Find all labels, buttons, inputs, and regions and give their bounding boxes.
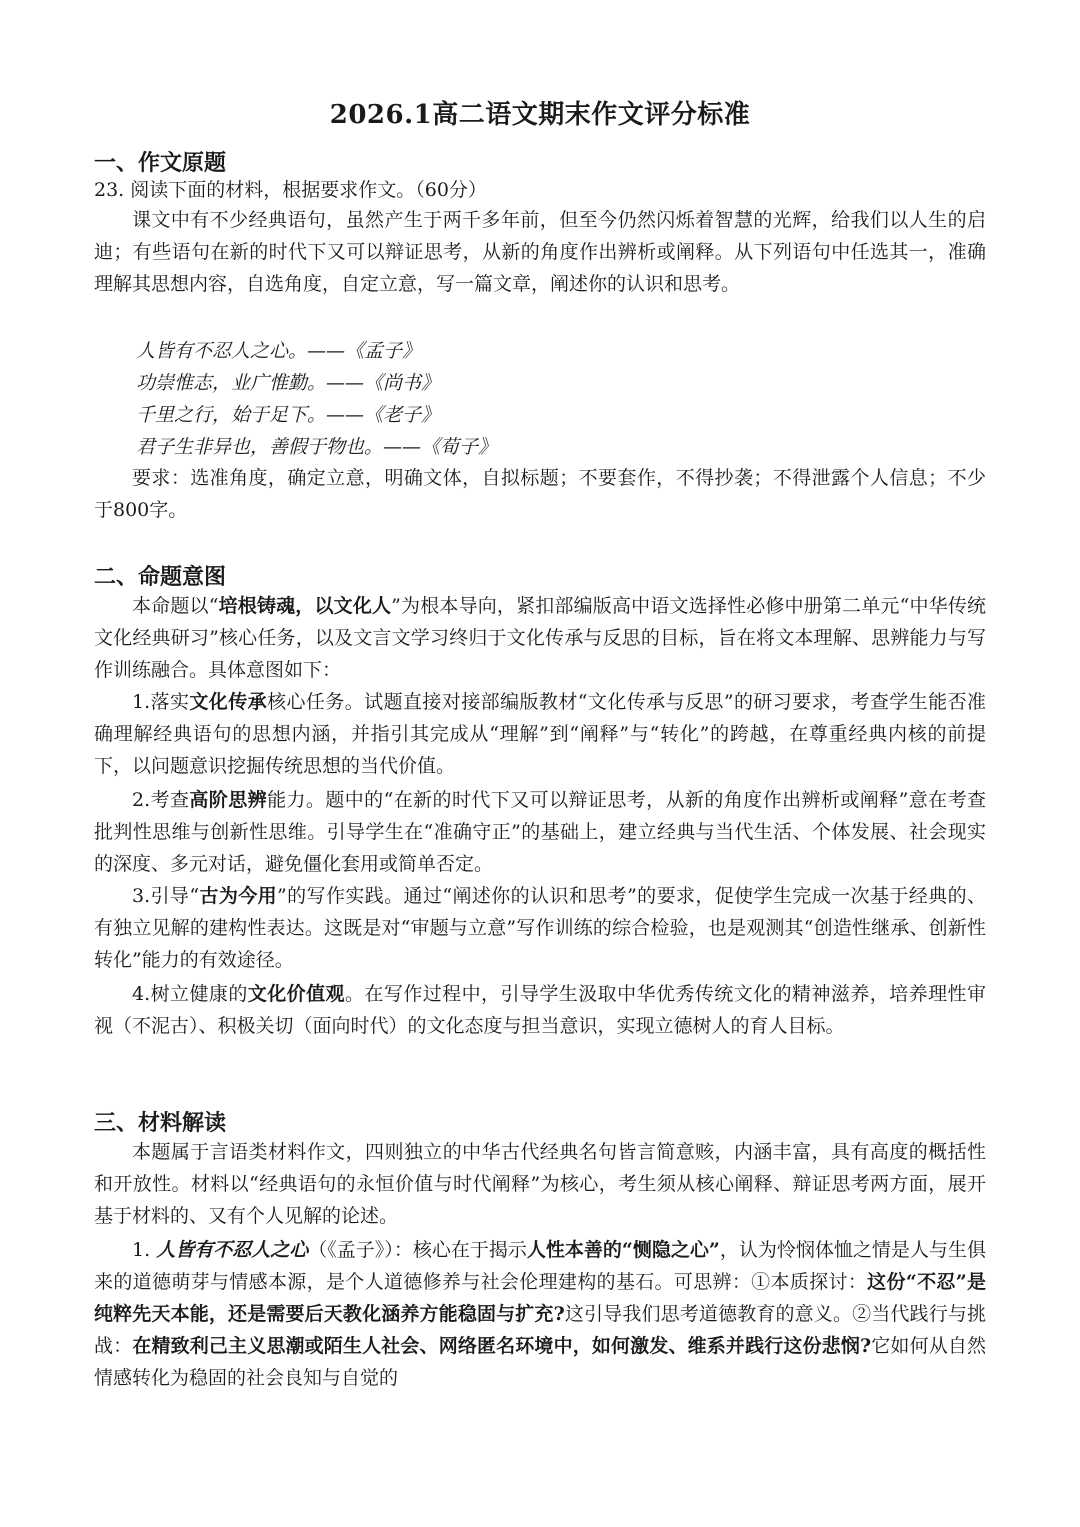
section-heading-2: 二、命题意图 <box>94 564 227 590</box>
quote-xunzi: 君子生非异也，善假于物也。——《荀子》 <box>136 436 498 458</box>
intent-intro-paragraph: 本命题以“培根铸魂，以文化人”为根本导向，紧扣部编版高中语文选择性必修中册第二单元“中华传统文化经典研习”核心任务，以及文言文学习终归于文化传承与反思的目标，旨在将文本理解、思辨能力与写作训练融合。具体意图如下： <box>94 595 986 681</box>
intent-item-2: 2.考查高阶思辨能力。题中的“在新的时代下又可以辩证思考，从新的角度作出辨析或阐释”意在考查批判性思维与创新性思维。引导学生在“准确守正”的基础上，建立经典与当代生活、个体发展、社会现实的深度、多元对话，避免僵化套用或简单否定。 <box>94 789 986 875</box>
question-line: 23. 阅读下面的材料，根据要求作文。（60分） <box>94 179 487 201</box>
requirement-paragraph: 要求：选准角度，确定立意，明确文体，自拟标题；不要套作，不得抄袭；不得泄露个人信息；不少于800字。 <box>94 467 986 521</box>
intent-item-1: 1.落实文化传承核心任务。试题直接对接部编版教材“文化传承与反思”的研习要求，考查学生能否准确理解经典语句的思想内涵，并指引其完成从“理解”到“阐释”与“转化”的跨越，在尊重经典内核的前提下，以问题意识挖掘传统思想的当代价值。 <box>94 691 986 777</box>
material-paragraph: 课文中有不少经典语句，虽然产生于两千多年前，但至今仍然闪烁着智慧的光辉，给我们以人生的启迪；有些语句在新的时代下又可以辩证思考，从新的角度作出辨析或阐释。从下列语句中任选其一，准确理解其思想内容，自选角度，自定立意，写一篇文章，阐述你的认识和思考。 <box>94 209 986 295</box>
material-reading-paragraph: 本题属于言语类材料作文，四则独立的中华古代经典名句皆言简意赅，内涵丰富，具有高度的概括性和开放性。材料以“经典语句的永恒价值与时代阐释”为核心，考生须从核心阐释、辩证思考两方面，展开基于材料的、又有个人见解的论述。 <box>94 1141 986 1227</box>
page-title: 2026.1高二语文期末作文评分标准 <box>329 100 751 130</box>
quote-shangshu: 功崇惟志，业广惟勤。——《尚书》 <box>136 372 441 394</box>
intent-item-4: 4.树立健康的文化价值观。在写作过程中，引导学生汲取中华优秀传统文化的精神滋养，培养理性审视（不泥古）、积极关切（面向时代）的文化态度与担当意识，实现立德树人的育人目标。 <box>94 983 986 1037</box>
intent-item-3: 3.引导“古为今用”的写作实践。通过“阐述你的认识和思考”的要求，促使学生完成一次基于经典的、有独立见解的建构性表达。这既是对“审题与立意”写作训练的综合检验，也是观测其“创造性继承、创新性转化”能力的有效途径。 <box>94 885 986 971</box>
section-heading-3: 三、材料解读 <box>94 1110 227 1136</box>
quote-mencius: 人皆有不忍人之心。——《孟子》 <box>136 340 422 362</box>
mencius-analysis-paragraph: 1. 人皆有不忍人之心（《孟子》）：核心在于揭示人性本善的“恻隐之心”，认为怜悯体恤之情是人与生俱来的道德萌芽与情感本源，是个人道德修养与社会伦理建构的基石。可思辨：①本质探讨：这份“不忍”是纯粹先天本能，还是需要后天教化涵养方能稳固与扩充?这引导我们思考道德教育的意义。②当代践行与挑战：在精致利己主义思潮或陌生人社会、网络匿名环境中，如何激发、维系并践行这份悲悯?它如何从自然情感转化为稳固的社会良知与自觉的 <box>94 1239 986 1389</box>
quote-laozi: 千里之行，始于足下。——《老子》 <box>136 404 441 426</box>
section-heading-1: 一、作文原题 <box>94 150 227 176</box>
